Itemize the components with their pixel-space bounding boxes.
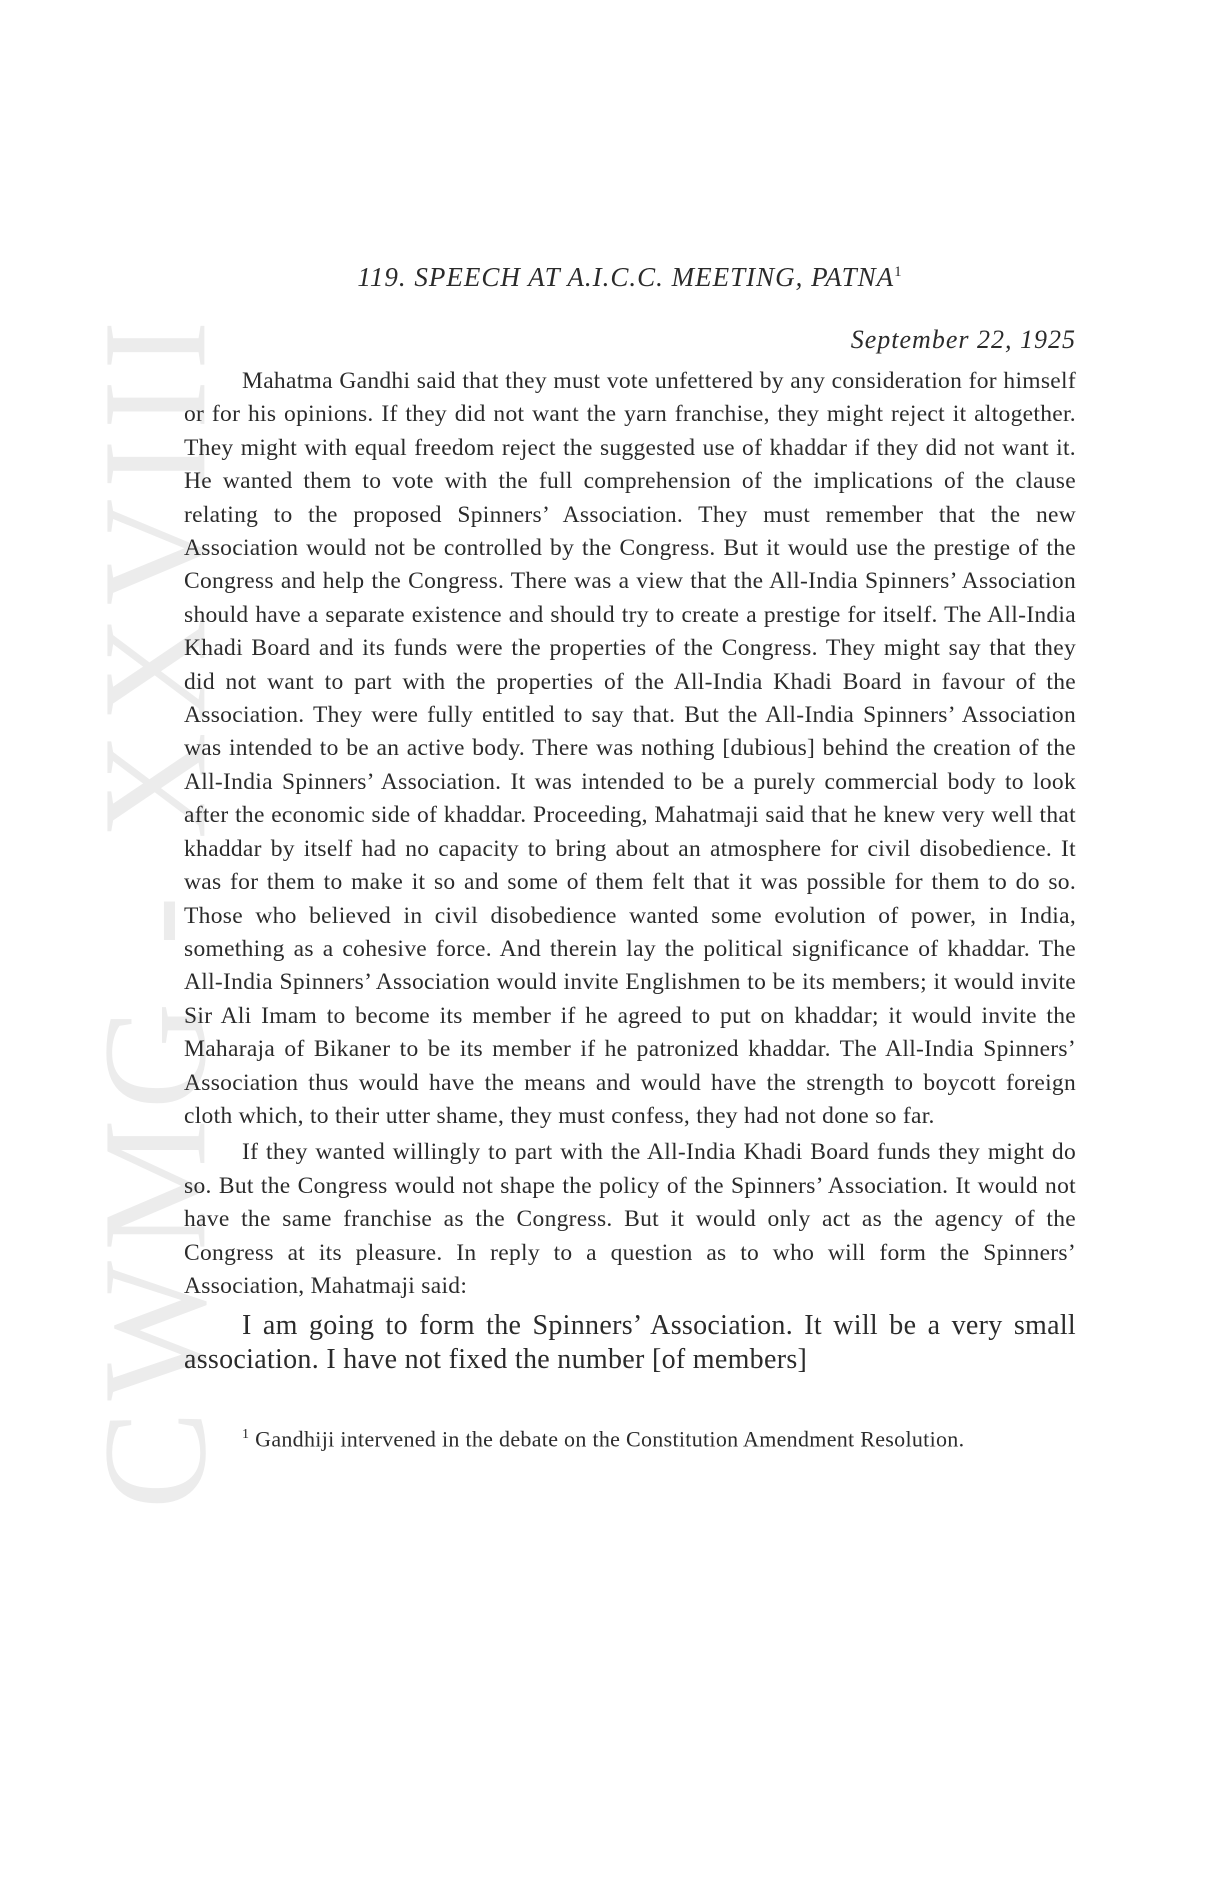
page-title [184,252,1076,297]
title-text: 119. SPEECH AT A.I.C.C. MEETING, PATNA [357,262,895,292]
body-paragraph-1: Mahatma Gandhi said that they must vote unfettered by any consideration for himself or for his opinions. If they did not want the yarn franchise, they might reject it altogether. They might with equal freedom reject the suggested use of khaddar if they did not want it. He wanted them to vote with the full comprehension of the implications of the clause relating to the proposed Spinners’ Association. They must remember that the new Association would not be controlled by the Congress. But it would use the prestige of the Congress and help the Congress. There was a view that the All-India Spinners’ Association should have a separate existence and should try to create a prestige for itself. The All-India Khadi Board and its funds were the properties of the Congress. They might say that they did not want to part with the properties of the All-India Khadi Board in favour of the Association. They were fully entitled to say that. But the All-India Spinners’ Association was intended to be an active body. There was nothing [dubious] behind the creation of the All-India Spinners’ Association. It was intended to be a purely commercial body to look after the economic side of khaddar. Proceeding, Mahatmaji said that he knew very well that khaddar by itself had no capacity to bring about an atmosphere for civil disobedience. It was for them to make it so and some of them felt that it was possible for them to do so. Those who believed in civil disobedience wanted some evolution of power, in India, something as a cohesive force. And therein lay the political significance of khaddar. The All-India Spinners’ Association would invite Englishmen to be its members; it would invite Sir Ali Imam to become its member if he agreed to put on khaddar; it would invite the Maharaja of Bikaner to be its member if he patronized khaddar. The All-India Spinners’ Association thus would have the means and would have the strength to boycott foreign cloth which, to their utter shame, they must confess, they had not done so far. [184,368,1076,1129]
footnote-text: Gandhiji intervened in the debate on the Constitution Amendment Resolution. [255,1426,965,1452]
watermark-text: CWMG - XXVIII [73,310,238,1510]
footnote-marker: 1 [242,1427,250,1443]
quoted-speech: I am going to form the Spinners’ Association. It will be a very small association. I have not fixed the number [of members] [184,1310,1076,1376]
document-page [184,252,1076,1454]
title-footnote-ref: 1 [894,264,903,280]
speech-date: September 22, 1925 [850,325,1076,354]
footnote [184,1421,1076,1453]
body-paragraph-2: If they wanted willingly to part with the All-India Khadi Board funds they might do so. But the Congress would not shape the policy of the Spinners’ Association. It would not have the same franchise as the Congress. But it would only act as the agency of the Congress at its pleasure. In reply to a question as to who will form the Spinners’ Association, Mahatmaji said: [184,1139,1076,1299]
